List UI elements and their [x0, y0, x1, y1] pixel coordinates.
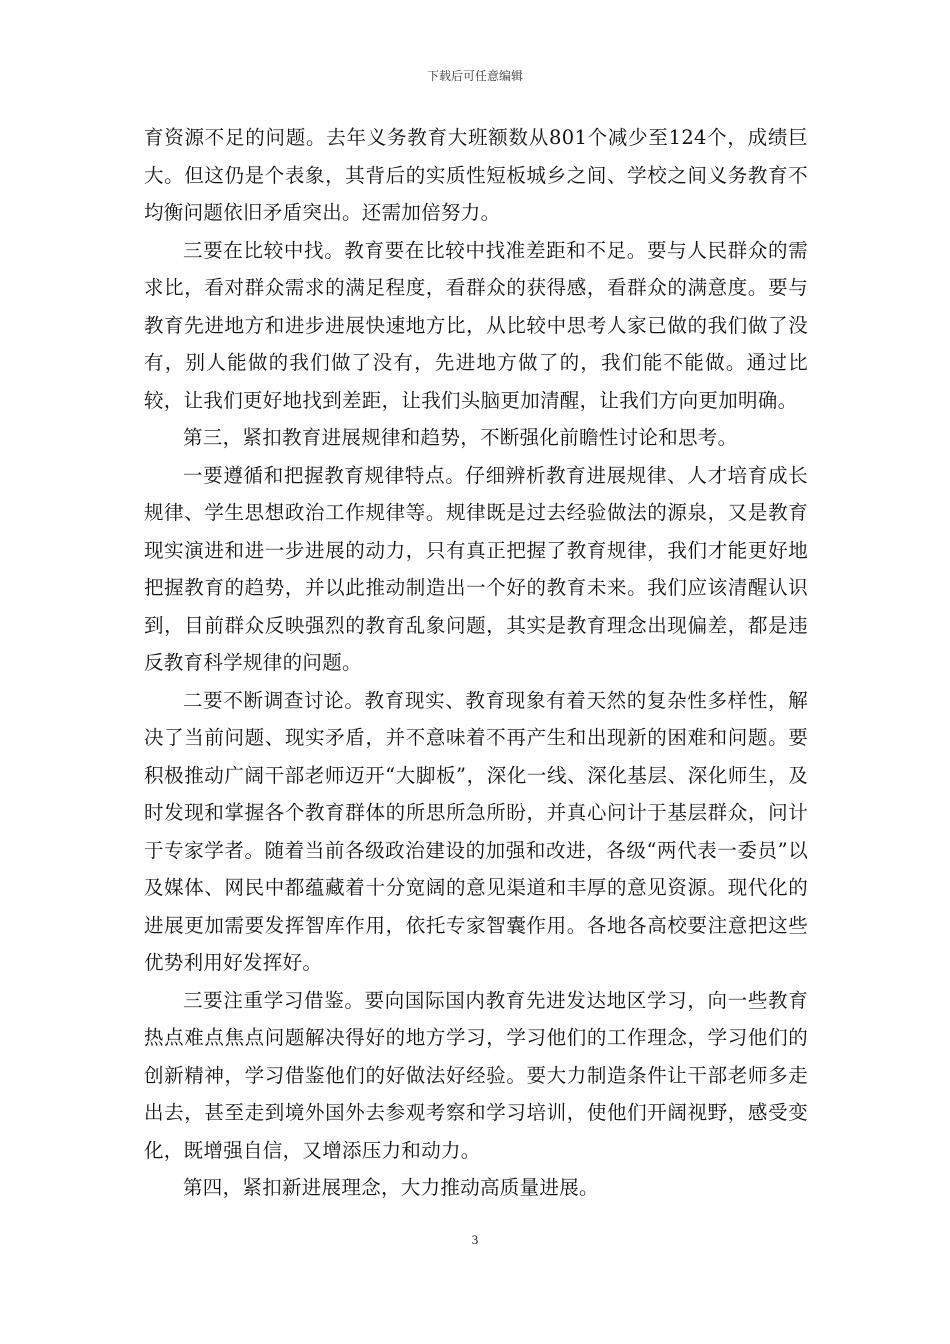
- paragraph-continuation: 育资源不足的问题。去年义务教育大班额数从801个减少至124个，成绩巨大。但这仍是个表象，其背后的实质性短板城乡之间、学校之间义务教育不均衡问题依旧矛盾突出。还需加倍努力。: [144, 126, 808, 224]
- paragraph: 三要注重学习借鉴。要向国际国内教育先进发达地区学习，向一些教育热点难点焦点问题解决得好的地方学习，学习他们的工作理念，学习他们的创新精神，学习借鉴他们的好做法好经验。要大力制造条件让干部老师多走出去，甚至走到境外国外去参观考察和学习培训，使他们开阔视野，感受变化，既增强自信，又增添压力和动力。: [144, 988, 808, 1162]
- body-text: [144, 119, 808, 1207]
- page-number: 3: [471, 1232, 479, 1247]
- paragraph: 二要不断调查讨论。教育现实、教育现象有着天然的复杂性多样性，解决了当前问题、现实矛盾，并不意味着不再产生和出现新的困难和问题。要积极推动广阔干部老师迈开“大脚板”，深化一线、深化基层、深化师生，及时发现和掌握各个教育群体的所思所急所盼，并真心问计于基层群众，问计于专家学者。随着当前各级政治建设的加强和改进，各级“两代表一委员”以及媒体、网民中都蕴藏着十分宽阔的意见渠道和丰厚的意见资源。现代化的进展更加需要发挥智库作用，依托专家智囊作用。各地各高校要注意把这些优势利用好发挥好。: [144, 688, 808, 974]
- paragraph: 三要在比较中找。教育要在比较中找准差距和不足。要与人民群众的需求比，看对群众需求的满足程度，看群众的获得感，看群众的满意度。要与教育先进地方和进步进展快速地方比，从比较中思考人家已做的我们做了没有，别人能做的我们做了没有，先进地方做了的，我们能不能做。通过比较，让我们更好地找到差距，让我们头脑更加清醒，让我们方向更加明确。: [144, 238, 808, 412]
- section-heading: 第四，紧扣新进展理念，大力推动高质量进展。: [183, 1176, 599, 1199]
- section-heading: 第三，紧扣教育进展规律和趋势，不断强化前瞻性讨论和思考。: [183, 426, 738, 449]
- page-header: 下载后可任意编辑: [426, 69, 523, 83]
- paragraph: 一要遵循和把握教育规律特点。仔细辨析教育进展规律、人才培育成长规律、学生思想政治工作规律等。规律既是过去经验做法的源泉，又是教育现实演进和进一步进展的动力，只有真正把握了教育规律，我们才能更好地把握教育的趋势，并以此推动制造出一个好的教育未来。我们应该清醒认识到，目前群众反映强烈的教育乱象问题，其实是教育理念出现偏差，都是违反教育科学规律的问题。: [144, 463, 808, 674]
